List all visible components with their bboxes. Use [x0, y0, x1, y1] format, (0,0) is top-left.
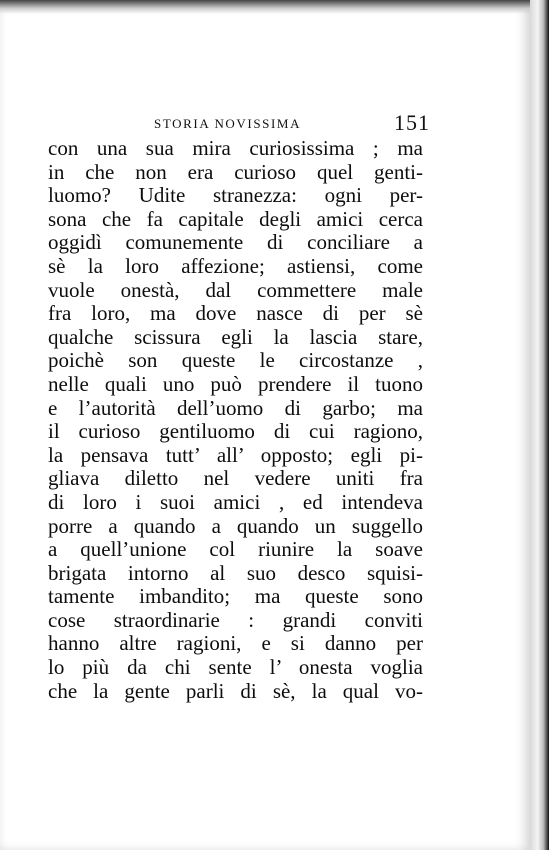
running-head: STORIA NOVISSIMA	[154, 116, 302, 131]
text-line: hanno altre ragioni, e si danno per	[48, 631, 423, 656]
text-line: fra loro, ma dove nasce di per sè	[48, 301, 423, 326]
page-top-shadow	[0, 0, 530, 14]
text-line: oggidì comunemente di conciliare a	[48, 230, 423, 255]
page-header	[154, 110, 430, 138]
page-number: 151	[394, 110, 430, 135]
text-line: la pensava tutt’ all’ opposto; egli pi-	[48, 442, 423, 467]
body-text	[48, 137, 423, 703]
text-line: qualche scissura egli la lascia stare,	[48, 324, 423, 349]
text-line: gliava diletto nel vedere uniti fra	[48, 466, 423, 491]
text-line: tamente imbandito; ma queste sono	[48, 584, 423, 609]
text-line: il curioso gentiluomo di cui ragiono,	[48, 419, 423, 444]
text-line: poichè son queste le circostanze ,	[48, 348, 423, 373]
text-line: luomo? Udite stranezza: ogni per-	[48, 183, 423, 208]
text-line: che la gente parli di sè, la qual vo-	[48, 678, 423, 703]
text-line: di loro i suoi amici , ed intendeva	[48, 489, 423, 514]
text-line: cose straordinarie : grandi conviti	[48, 607, 423, 632]
page-fore-edge	[530, 0, 549, 850]
text-line: porre a quando a quando un suggello	[48, 513, 423, 538]
text-line: sona che fa capitale degli amici cerca	[48, 206, 423, 231]
text-line: vuole onestà, dal commettere male	[48, 277, 423, 302]
text-line: a quell’unione col riunire la soave	[48, 537, 423, 562]
text-line: nelle quali uno può prendere il tuono	[48, 371, 423, 396]
text-line: lo più da chi sente l’ onesta voglia	[48, 655, 423, 680]
text-line: sè la loro affezione; astiensi, come	[48, 253, 423, 278]
text-line: brigata intorno al suo desco squisi-	[48, 560, 423, 585]
text-line: e l’autorità dell’uomo di garbo; ma	[48, 395, 423, 420]
text-line: con una sua mira curiosissima ; ma	[48, 136, 423, 160]
text-line: in che non era curioso quel genti-	[48, 159, 423, 184]
